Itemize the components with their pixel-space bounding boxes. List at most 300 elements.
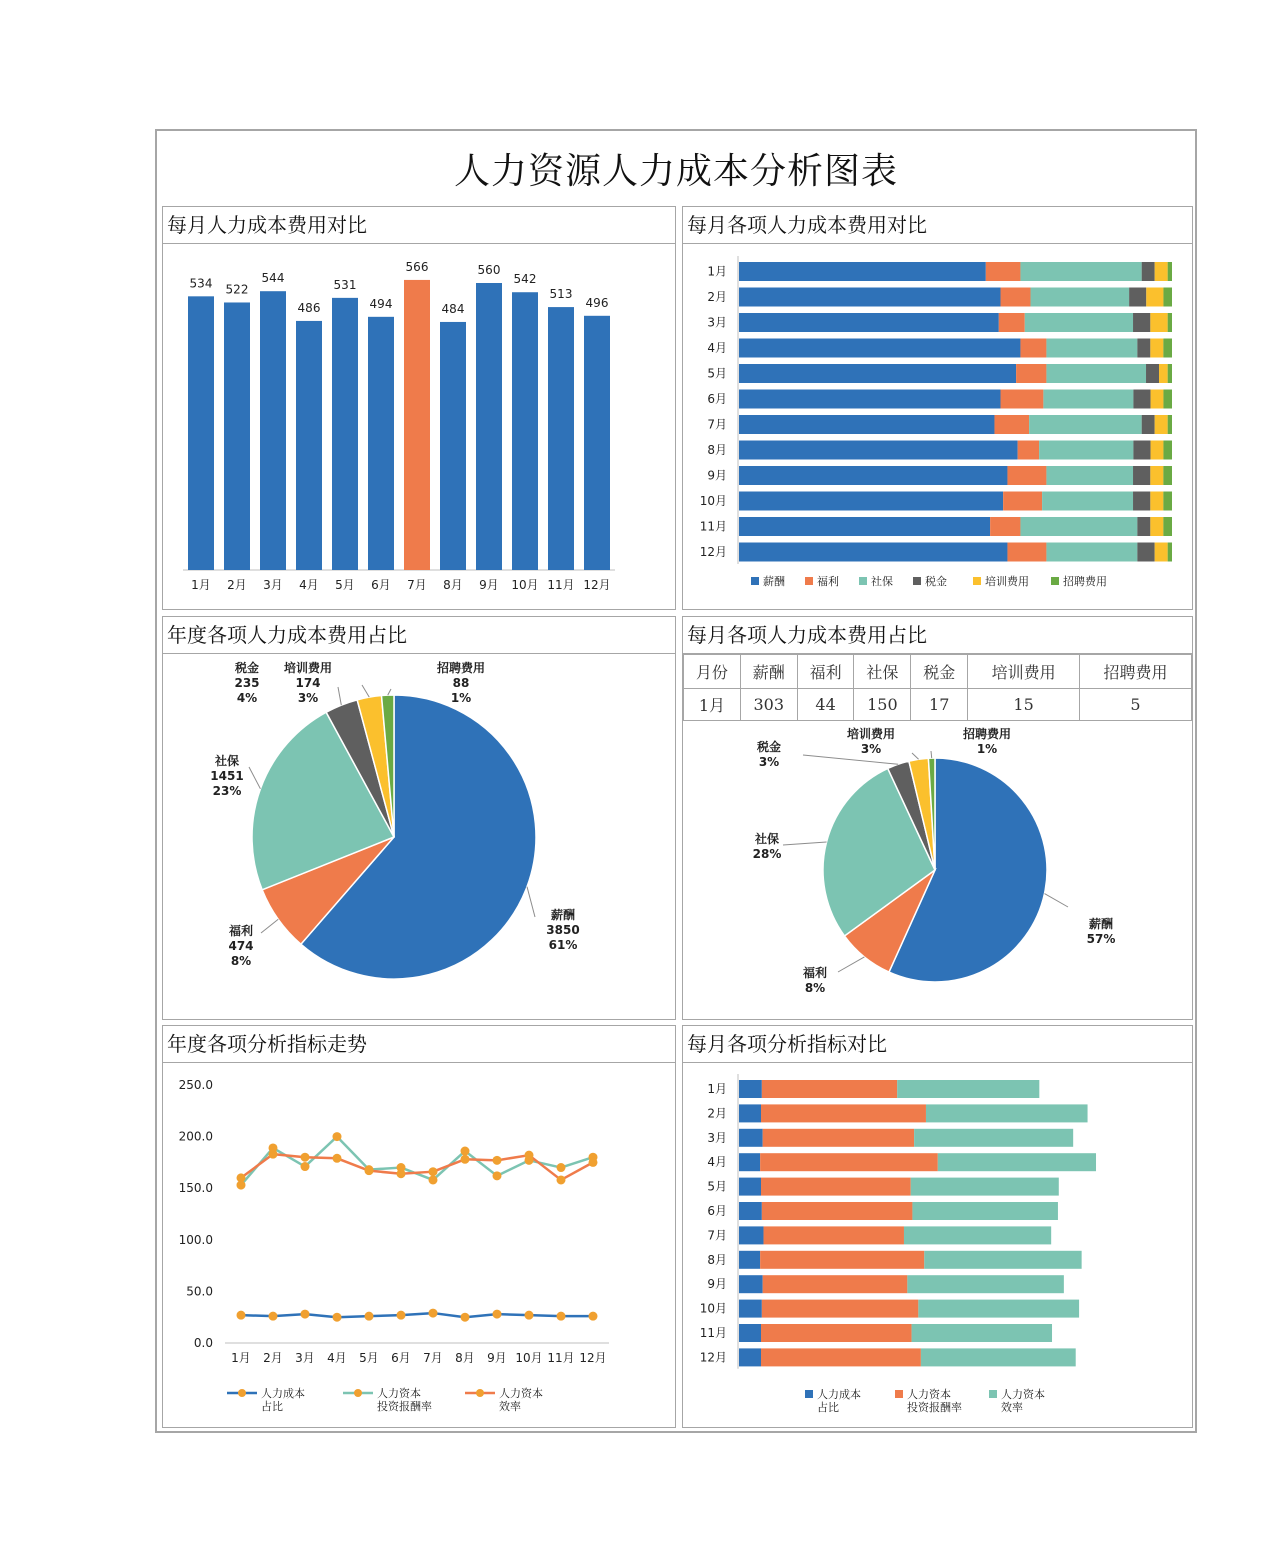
bar-segment xyxy=(1163,339,1172,358)
bar-segment xyxy=(1150,313,1167,332)
bar-segment xyxy=(763,1275,908,1293)
pie-data-label: 培训费用 3% xyxy=(846,727,896,756)
y-tick-label: 11月 xyxy=(699,519,727,534)
bar-segment xyxy=(1142,262,1155,281)
x-tick-label: 1月 xyxy=(231,1351,251,1365)
bar-segment xyxy=(1155,543,1168,562)
y-tick-label: 200.0 xyxy=(178,1129,213,1144)
bar-segment xyxy=(1020,262,1141,281)
bar-segment xyxy=(761,1348,921,1366)
panel-title: 年度各项人力成本费用占比 xyxy=(163,617,675,654)
bar-segment xyxy=(739,288,1001,307)
data-point xyxy=(557,1175,566,1184)
leader-line xyxy=(527,887,535,917)
bar-segment xyxy=(761,1178,911,1196)
bar-data-label: 534 xyxy=(189,276,213,291)
panel-monthly-items xyxy=(682,206,1193,610)
y-tick-label: 7月 xyxy=(707,417,727,432)
y-tick-label: 2月 xyxy=(707,1106,727,1121)
bar-segment xyxy=(1001,288,1031,307)
leader-line xyxy=(388,689,391,695)
bar-segment xyxy=(1150,517,1163,536)
x-tick-label: 12月 xyxy=(583,578,611,592)
bar-segment xyxy=(739,1104,761,1122)
y-tick-label: 4月 xyxy=(707,1155,727,1170)
leader-line xyxy=(783,842,827,845)
bar-segment xyxy=(1046,339,1137,358)
legend-label: 人力资本效率 xyxy=(499,1387,543,1413)
bar-segment xyxy=(1007,466,1046,485)
bar-segment xyxy=(1137,543,1154,562)
legend-swatch xyxy=(913,577,921,585)
data-point xyxy=(365,1166,374,1175)
data-point xyxy=(333,1132,342,1141)
bar-segment xyxy=(1137,517,1150,536)
bar-segment xyxy=(764,1226,904,1244)
monthly-total-chart xyxy=(163,207,677,611)
monthly-share-chart xyxy=(683,617,1194,1021)
y-tick-label: 250.0 xyxy=(178,1078,213,1092)
bar-segment xyxy=(918,1300,1079,1318)
data-point xyxy=(525,1151,534,1160)
bar-segment xyxy=(1150,339,1163,358)
bar-segment xyxy=(990,517,1020,536)
data-point xyxy=(493,1156,502,1165)
bar-segment xyxy=(1168,415,1172,434)
x-tick-label: 11月 xyxy=(547,1351,575,1365)
y-tick-label: 11月 xyxy=(699,1326,727,1340)
bar-data-label: 484 xyxy=(441,301,465,316)
y-tick-label: 50.0 xyxy=(186,1284,213,1299)
x-tick-label: 11月 xyxy=(547,578,575,592)
bar-segment xyxy=(912,1202,1058,1220)
pie-data-label: 税金 3% xyxy=(756,740,782,769)
data-point xyxy=(269,1150,278,1159)
bar-segment xyxy=(760,1153,938,1171)
bar xyxy=(404,280,430,570)
data-point xyxy=(397,1311,406,1320)
bar-segment xyxy=(739,543,1007,562)
x-tick-label: 7月 xyxy=(423,1351,443,1365)
bar-data-label: 522 xyxy=(225,282,249,297)
bar-segment xyxy=(994,415,1029,434)
legend-swatch xyxy=(895,1390,903,1398)
leader-line xyxy=(838,957,864,972)
pie-data-label: 社保 28% xyxy=(752,832,782,861)
table-header-cell: 月份 xyxy=(684,655,741,689)
pie-data-label: 社保 1451 23% xyxy=(210,754,244,798)
bar-data-label: 560 xyxy=(477,263,501,277)
leader-line xyxy=(803,755,898,764)
leader-line xyxy=(249,767,260,789)
bar-segment xyxy=(1133,390,1150,409)
data-point xyxy=(493,1171,502,1180)
table-cell: 1月 xyxy=(684,689,741,721)
bar-segment xyxy=(1163,517,1172,536)
bar-segment xyxy=(739,415,994,434)
data-point xyxy=(429,1167,438,1176)
x-tick-label: 8月 xyxy=(443,578,463,592)
bar-segment xyxy=(739,1251,760,1269)
y-tick-label: 2月 xyxy=(707,290,727,304)
bar-segment xyxy=(1163,492,1172,511)
bar-segment xyxy=(1163,288,1172,307)
bar-segment xyxy=(1133,313,1150,332)
bar-data-label: 542 xyxy=(513,272,537,287)
data-point xyxy=(301,1310,310,1319)
data-point xyxy=(301,1162,310,1171)
panel-title: 年度各项分析指标走势 xyxy=(163,1026,675,1063)
monthly-items-chart xyxy=(683,207,1194,611)
bar-segment xyxy=(739,1129,763,1147)
bar-segment xyxy=(1029,415,1142,434)
bar xyxy=(476,283,502,570)
table-cell: 44 xyxy=(797,689,854,721)
panel-annual-share xyxy=(162,616,676,1020)
bar-segment xyxy=(739,339,1020,358)
bar-segment xyxy=(1168,313,1172,332)
bar-segment xyxy=(739,1226,764,1244)
legend-label: 社保 xyxy=(871,575,893,588)
bar-segment xyxy=(924,1251,1081,1269)
bar-segment xyxy=(763,1129,914,1147)
legend-swatch xyxy=(805,577,813,585)
y-tick-label: 8月 xyxy=(707,1252,727,1267)
legend-label: 人力成本占比 xyxy=(261,1387,305,1413)
bar-segment xyxy=(739,390,1001,409)
panel-monthly-share xyxy=(682,616,1193,1020)
bar-segment xyxy=(1133,492,1150,511)
x-tick-label: 2月 xyxy=(227,578,247,592)
bar xyxy=(368,317,394,570)
data-point xyxy=(301,1153,310,1162)
legend-swatch xyxy=(973,577,981,585)
y-tick-label: 7月 xyxy=(707,1228,727,1243)
leader-line xyxy=(1044,894,1068,907)
bar-segment xyxy=(1046,543,1137,562)
bar-segment xyxy=(914,1129,1073,1147)
pie-data-label: 薪酬 3850 61% xyxy=(546,908,580,952)
bar-data-label: 496 xyxy=(585,295,609,310)
bar-segment xyxy=(739,1153,760,1171)
bar-segment xyxy=(761,1324,912,1342)
bar-segment xyxy=(1151,441,1164,460)
table-cell: 150 xyxy=(854,689,911,721)
legend-label: 人力资本投资报酬率 xyxy=(377,1387,432,1413)
x-tick-label: 4月 xyxy=(299,578,319,592)
bar xyxy=(224,302,250,570)
bar-segment xyxy=(907,1275,1064,1293)
bar-segment xyxy=(739,441,1018,460)
bar-segment xyxy=(921,1348,1076,1366)
data-point xyxy=(525,1311,534,1320)
x-tick-label: 9月 xyxy=(479,578,499,592)
data-point xyxy=(429,1175,438,1184)
x-tick-label: 2月 xyxy=(263,1351,283,1365)
bar-segment xyxy=(1129,288,1146,307)
panel-monthly-total xyxy=(162,206,676,610)
y-tick-label: 150.0 xyxy=(178,1181,213,1196)
y-tick-label: 9月 xyxy=(707,468,727,483)
data-point xyxy=(269,1312,278,1321)
bar-segment xyxy=(1046,364,1146,383)
bar-segment xyxy=(739,1348,761,1366)
y-tick-label: 3月 xyxy=(707,315,727,330)
bar xyxy=(188,296,214,570)
bar-segment xyxy=(1146,364,1159,383)
leader-line xyxy=(912,753,919,759)
legend-label: 招聘费用 xyxy=(1063,575,1107,588)
bar-segment xyxy=(1007,543,1046,562)
bar-data-label: 513 xyxy=(549,287,573,302)
bar-segment xyxy=(904,1226,1051,1244)
bar-segment xyxy=(739,313,999,332)
bar-segment xyxy=(1146,288,1163,307)
legend-label: 人力成本占比 xyxy=(817,1388,861,1414)
pie-data-label: 税金 235 4% xyxy=(234,661,260,705)
bar-segment xyxy=(926,1104,1088,1122)
leader-line xyxy=(261,919,278,933)
bar-segment xyxy=(1151,390,1164,409)
y-tick-label: 6月 xyxy=(707,1204,727,1218)
legend-label: 人力资本效率 xyxy=(1001,1388,1045,1414)
panel-title: 每月人力成本费用对比 xyxy=(163,207,675,244)
bar-segment xyxy=(739,466,1007,485)
bar-segment xyxy=(1163,466,1172,485)
bar-segment xyxy=(739,517,990,536)
bar-segment xyxy=(1020,339,1046,358)
bar-segment xyxy=(986,262,1021,281)
x-tick-label: 10月 xyxy=(515,1351,543,1365)
bar-segment xyxy=(1018,441,1039,460)
pie-data-label: 培训费用 174 3% xyxy=(283,661,333,705)
data-point xyxy=(429,1309,438,1318)
panel-title: 每月各项人力成本费用对比 xyxy=(683,207,1192,244)
bar-data-label: 486 xyxy=(297,300,321,315)
bar xyxy=(440,322,466,570)
leader-line xyxy=(338,687,341,705)
bar-segment xyxy=(1003,492,1042,511)
panel-annual-trend xyxy=(162,1025,676,1428)
series-line xyxy=(241,1154,593,1180)
y-tick-label: 10月 xyxy=(699,1301,727,1316)
bar-segment xyxy=(912,1324,1052,1342)
pie-data-label: 福利 8% xyxy=(802,966,828,995)
x-tick-label: 12月 xyxy=(579,1351,607,1365)
y-tick-label: 0.0 xyxy=(193,1336,213,1350)
panel-title: 每月各项人力成本费用占比 xyxy=(683,617,1192,654)
legend-swatch xyxy=(805,1390,813,1398)
series-line xyxy=(241,1313,593,1317)
y-tick-label: 1月 xyxy=(707,264,727,279)
bar-segment xyxy=(1020,517,1137,536)
data-point xyxy=(461,1155,470,1164)
data-point xyxy=(589,1158,598,1167)
legend-label: 人力资本投资报酬率 xyxy=(907,1388,962,1414)
annual-share-chart xyxy=(163,617,677,1021)
y-tick-label: 6月 xyxy=(707,392,727,406)
leader-line xyxy=(931,751,932,758)
legend-label: 培训费用 xyxy=(985,575,1029,588)
bar-segment xyxy=(1133,441,1150,460)
bar xyxy=(584,316,610,570)
bar-segment xyxy=(739,1202,762,1220)
bar-segment xyxy=(739,1178,761,1196)
bar-segment xyxy=(1142,415,1155,434)
bar-segment xyxy=(1163,441,1172,460)
bar-segment xyxy=(1150,492,1163,511)
bar-data-label: 494 xyxy=(369,296,393,311)
table-cell: 17 xyxy=(911,689,968,721)
bar-segment xyxy=(1025,313,1133,332)
legend-marker xyxy=(476,1389,484,1397)
legend-marker xyxy=(238,1389,246,1397)
x-tick-label: 6月 xyxy=(391,1351,411,1365)
bar-segment xyxy=(739,1080,762,1098)
bar-segment xyxy=(739,262,986,281)
bar-segment xyxy=(911,1178,1059,1196)
legend-swatch xyxy=(751,577,759,585)
bar-segment xyxy=(1039,441,1133,460)
bar-segment xyxy=(1155,262,1168,281)
bar-segment xyxy=(1137,339,1150,358)
y-tick-label: 8月 xyxy=(707,443,727,457)
y-tick-label: 12月 xyxy=(699,545,727,559)
bar xyxy=(260,291,286,570)
y-tick-label: 3月 xyxy=(707,1130,727,1145)
bar-segment xyxy=(1168,364,1172,383)
pie-data-label: 招聘费用 1% xyxy=(962,727,1012,756)
bar-segment xyxy=(739,1275,763,1293)
x-tick-label: 1月 xyxy=(191,578,211,592)
bar-segment xyxy=(1133,466,1150,485)
bar-segment xyxy=(1001,390,1044,409)
bar-segment xyxy=(761,1104,926,1122)
bar-segment xyxy=(1043,390,1133,409)
bar-segment xyxy=(1168,543,1172,562)
bar-data-label: 566 xyxy=(405,259,429,274)
y-tick-label: 10月 xyxy=(699,494,727,508)
bar-segment xyxy=(897,1080,1039,1098)
bar xyxy=(332,298,358,570)
legend-swatch xyxy=(989,1390,997,1398)
table-header-cell: 福利 xyxy=(797,655,854,689)
y-tick-label: 4月 xyxy=(707,341,727,355)
bar-segment xyxy=(1042,492,1133,511)
panel-monthly-indicators xyxy=(682,1025,1193,1428)
table-cell: 15 xyxy=(968,689,1080,721)
leader-line xyxy=(362,685,369,697)
bar xyxy=(548,307,574,570)
pie-data-label: 招聘费用 88 1% xyxy=(436,661,486,705)
x-tick-label: 3月 xyxy=(263,578,283,592)
bar-segment xyxy=(1046,466,1133,485)
data-point xyxy=(237,1173,246,1182)
bar-data-label: 531 xyxy=(333,277,357,292)
bar-segment xyxy=(1168,262,1172,281)
data-point xyxy=(557,1312,566,1321)
data-point xyxy=(365,1312,374,1321)
data-point xyxy=(557,1163,566,1172)
bar-segment xyxy=(1150,466,1163,485)
bar-segment xyxy=(762,1080,897,1098)
x-tick-label: 5月 xyxy=(335,578,355,592)
y-tick-label: 12月 xyxy=(699,1350,727,1365)
data-point xyxy=(461,1147,470,1156)
legend-label: 福利 xyxy=(817,575,839,588)
bar xyxy=(512,292,538,570)
data-point xyxy=(493,1310,502,1319)
table-cell: 5 xyxy=(1080,689,1192,721)
legend-label: 税金 xyxy=(925,575,947,588)
y-tick-label: 5月 xyxy=(707,1179,727,1194)
page-title: 人力资源人力成本分析图表 xyxy=(453,151,898,192)
table-header-cell: 招聘费用 xyxy=(1080,655,1192,689)
data-point xyxy=(461,1313,470,1322)
bar-segment xyxy=(739,364,1016,383)
x-tick-label: 3月 xyxy=(295,1351,315,1365)
bar-segment xyxy=(739,1324,761,1342)
x-tick-label: 6月 xyxy=(371,578,391,592)
x-tick-label: 10月 xyxy=(511,578,539,592)
table-cell: 303 xyxy=(740,689,797,721)
series-line xyxy=(241,1137,593,1186)
pie-data-label: 薪酬 57% xyxy=(1086,917,1116,946)
data-point xyxy=(333,1313,342,1322)
bar-segment xyxy=(739,1300,762,1318)
monthly-indicators-chart xyxy=(683,1026,1194,1429)
data-point xyxy=(333,1154,342,1163)
x-tick-label: 5月 xyxy=(359,1351,379,1365)
data-point xyxy=(397,1169,406,1178)
y-tick-label: 5月 xyxy=(707,366,727,381)
x-tick-label: 8月 xyxy=(455,1351,475,1365)
x-tick-label: 4月 xyxy=(327,1351,347,1365)
bar-segment xyxy=(938,1153,1096,1171)
legend-swatch xyxy=(1051,577,1059,585)
bar xyxy=(296,321,322,570)
bar-segment xyxy=(739,492,1003,511)
y-tick-label: 100.0 xyxy=(178,1232,213,1247)
x-tick-label: 7月 xyxy=(407,578,427,592)
bar-segment xyxy=(760,1251,924,1269)
y-tick-label: 1月 xyxy=(707,1082,727,1096)
bar-segment xyxy=(1016,364,1046,383)
bar-segment xyxy=(762,1300,919,1318)
data-point xyxy=(589,1312,598,1321)
table-header-cell: 薪酬 xyxy=(740,655,797,689)
bar-data-label: 544 xyxy=(261,271,285,286)
annual-trend-chart xyxy=(163,1026,677,1429)
table-header-cell: 社保 xyxy=(854,655,911,689)
panel-title: 每月各项分析指标对比 xyxy=(683,1026,1192,1063)
bar-segment xyxy=(1031,288,1130,307)
pie-data-label: 福利 474 8% xyxy=(228,924,254,968)
bar-segment xyxy=(762,1202,913,1220)
legend-marker xyxy=(354,1389,362,1397)
bar-segment xyxy=(1163,390,1172,409)
y-tick-label: 9月 xyxy=(707,1277,727,1292)
bar-segment xyxy=(1155,415,1168,434)
legend-swatch xyxy=(859,577,867,585)
table-header-cell: 培训费用 xyxy=(968,655,1080,689)
data-point xyxy=(237,1311,246,1320)
bar-segment xyxy=(1159,364,1168,383)
x-tick-label: 9月 xyxy=(487,1351,507,1365)
bar-segment xyxy=(999,313,1025,332)
table-header-cell: 税金 xyxy=(911,655,968,689)
legend-label: 薪酬 xyxy=(763,575,785,588)
